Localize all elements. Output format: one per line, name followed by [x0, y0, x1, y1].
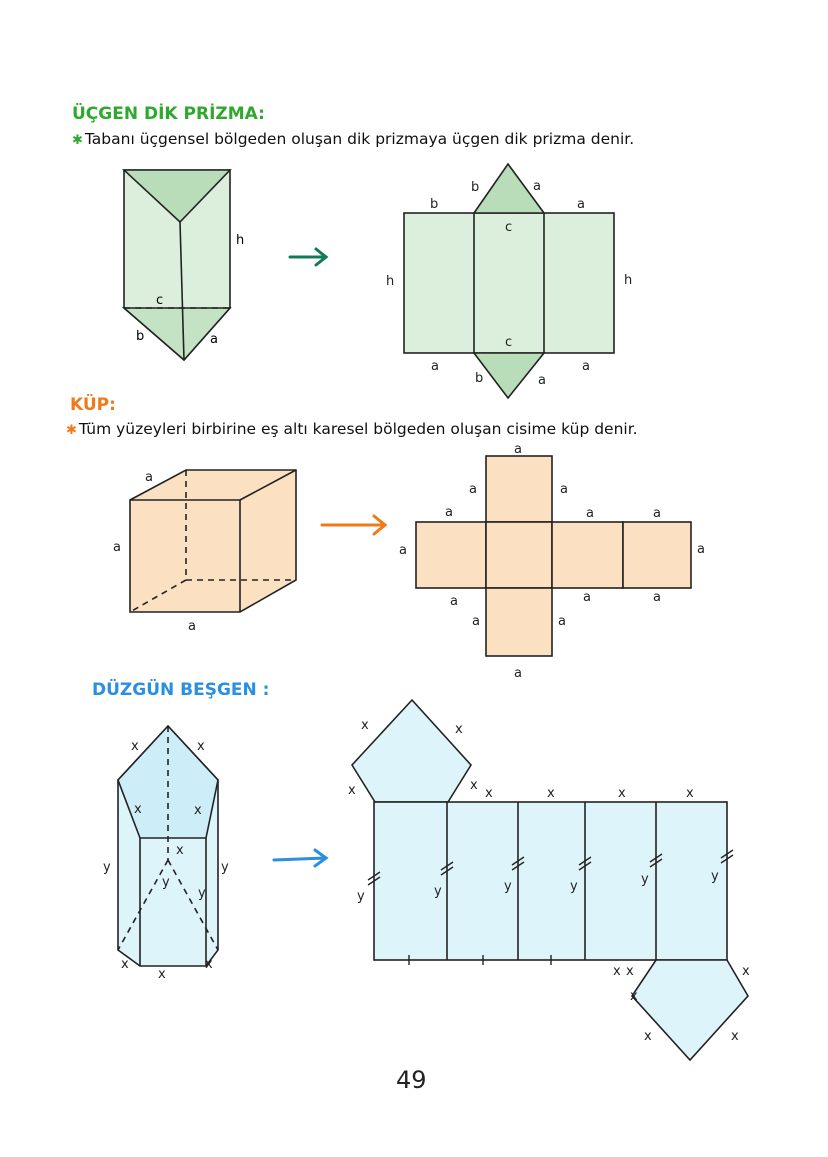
- net-label-x: x: [742, 964, 750, 979]
- net-label-b-left: b: [430, 197, 439, 212]
- net-label-y: y: [434, 884, 442, 899]
- bullet-icon: ✱: [66, 423, 77, 438]
- solid-label-y: y: [103, 860, 111, 875]
- page-number: 49: [396, 1066, 427, 1094]
- cube-label-a-top: a: [145, 470, 153, 485]
- solid-label-x: x: [176, 843, 184, 858]
- net-label-a: a: [697, 542, 705, 557]
- net-label-a-bottom-left: a: [431, 359, 439, 374]
- solid-label-x: x: [121, 957, 129, 972]
- solid-label-y: y: [198, 886, 206, 901]
- net-label-b-bottom: b: [475, 371, 484, 386]
- net-label-a: a: [560, 482, 568, 497]
- solid-label-x: x: [205, 957, 213, 972]
- net-label-a-bottom: a: [538, 373, 546, 388]
- net-label-c-bottom: c: [505, 335, 513, 350]
- label-a: a: [210, 332, 218, 347]
- net-label-x: x: [686, 786, 694, 801]
- label-c: c: [156, 293, 164, 308]
- net-label-x: x: [361, 718, 369, 733]
- label-b: b: [136, 329, 145, 344]
- net-label-a-top: a: [533, 179, 541, 194]
- net-label-y: y: [711, 869, 719, 884]
- net-label-x: x: [455, 722, 463, 737]
- net-label-a: a: [514, 442, 522, 457]
- description-text: Tabanı üçgensel bölgeden oluşan dik prizmaya üçgen dik prizma denir.: [84, 130, 635, 148]
- net-label-x: x: [731, 1029, 739, 1044]
- net-label-h-right: h: [624, 273, 633, 288]
- net-label-y: y: [641, 872, 649, 887]
- net-label-x: x: [630, 989, 638, 1004]
- section-title-triangular-prism: ÜÇGEN DİK PRİZMA:: [72, 104, 265, 124]
- net-label-y: y: [570, 879, 578, 894]
- net-label-a: a: [450, 594, 458, 609]
- net-label-a: a: [583, 590, 591, 605]
- net-label-y: y: [357, 889, 365, 904]
- cube-label-a-bottom: a: [188, 619, 196, 634]
- net-label-x: x: [547, 786, 555, 801]
- net-label-a-right: a: [577, 197, 585, 212]
- net-label-a: a: [472, 614, 480, 629]
- net-label-x: x: [613, 964, 621, 979]
- net-label-a: a: [586, 506, 594, 521]
- section-title-cube: KÜP:: [70, 395, 116, 415]
- net-label-a: a: [558, 614, 566, 629]
- net-label-x: x: [618, 786, 626, 801]
- solid-label-y: y: [221, 860, 229, 875]
- net-label-h-left: h: [386, 274, 395, 289]
- net-label-a: a: [653, 590, 661, 605]
- net-label-a: a: [469, 482, 477, 497]
- net-label-x: x: [485, 786, 493, 801]
- solid-label-x: x: [197, 739, 205, 754]
- solid-label-x: x: [158, 967, 166, 982]
- description-text: Tüm yüzeyleri birbirine eş altı karesel bölgeden oluşan cisime küp denir.: [78, 420, 638, 438]
- net-label-a-bottom-right: a: [582, 359, 590, 374]
- net-label-a: a: [445, 505, 453, 520]
- cube-label-a-left: a: [113, 540, 121, 555]
- bullet-icon: ✱: [72, 133, 83, 148]
- net-label-x: x: [348, 783, 356, 798]
- net-label-c-top: c: [505, 220, 513, 235]
- net-label-b-top: b: [471, 180, 480, 195]
- solid-label-x: x: [134, 802, 142, 817]
- solid-label-x: x: [131, 739, 139, 754]
- net-label-y: y: [504, 879, 512, 894]
- arrow-right-icon: [274, 850, 326, 866]
- label-h: h: [236, 233, 245, 248]
- solid-label-y: y: [162, 875, 170, 890]
- pentagonal-prism-net: [352, 700, 748, 1060]
- solid-label-x: x: [194, 803, 202, 818]
- net-label-x: x: [470, 778, 478, 793]
- net-label-a: a: [399, 543, 407, 558]
- net-label-a: a: [653, 506, 661, 521]
- net-label-x: x: [626, 964, 634, 979]
- net-label-x: x: [644, 1029, 652, 1044]
- net-label-a: a: [514, 666, 522, 681]
- pentagonal-prism-solid: [118, 726, 218, 966]
- section-title-pentagonal-prism: DÜZGÜN BEŞGEN :: [92, 680, 270, 700]
